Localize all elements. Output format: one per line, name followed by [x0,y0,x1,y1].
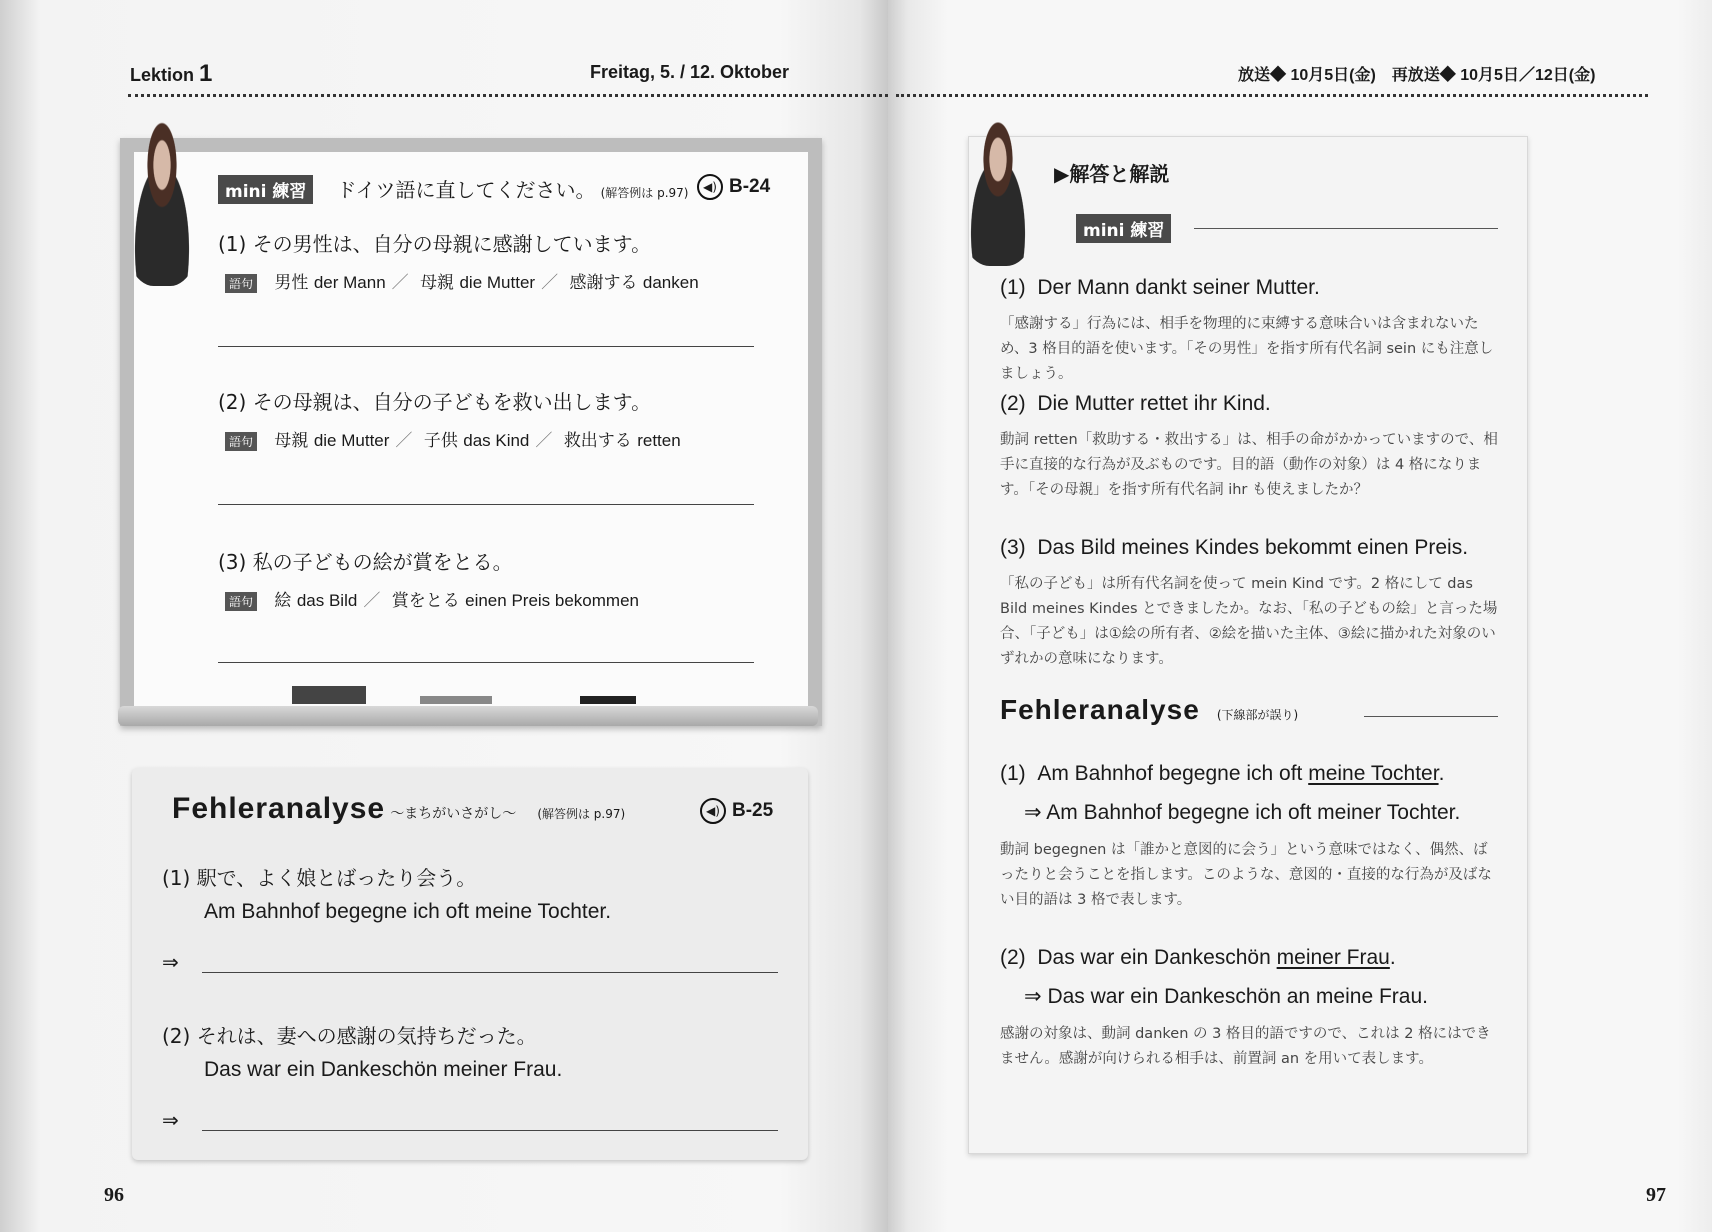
mini-question-3: (3) 私の子どもの絵が賞をとる。 [218,550,513,574]
fehler-answer-line-2[interactable] [202,1130,778,1131]
fehleranalyse-subtitle: ～まちがいさがし～ [390,806,517,822]
header-dotted-rule [128,94,888,97]
fehler-correction-1: ⇒ Am Bahnhof begegne ich oft meiner Tochter. [1024,801,1461,824]
mini-exercise-header [218,174,688,204]
divider [1194,228,1498,229]
header-dotted-rule [896,94,1648,97]
answer-3: (3) Das Bild meines Kindes bekommt einen Preis. [1000,536,1469,559]
audio-track[interactable]: ◀) B-25 [700,798,773,824]
fehler-question-2-de: Das war ein Dankeschön meiner Frau. [204,1058,563,1081]
fehler-answer-line-1[interactable] [202,972,778,973]
answer-2-explanation: 動詞 retten「救助する・救出する」は、相手の命がかかっていますので、相手に直接的な行為が及ぶものです。目的語（動作の対象）は 4 格になります。「その母親」を指す所有代名詞 ihr も使えましたか？ [1000,432,1498,498]
answer-line-2[interactable] [218,504,754,505]
fehler-question-1-jp: (1) 駅で、よく娘とばったり会う。 [162,866,477,890]
error-underline: meine Tochter [1308,762,1439,785]
mini-vocab-2: 語句 母親 die Mutter ／ 子供 das Kind ／ 救出する retten [225,426,681,451]
fehleranalyse-title: Fehleranalyse [172,792,386,825]
mini-question-1: (1) その男性は、自分の母親に感謝しています。 [218,232,652,256]
fehler-answer-1-explanation: 動詞 begegnen は「誰かと意図的に会う」という意味ではなく、偶然、ばったりと会うことを指します。このような、意図的・直接的な行為が及ばない目的語は 3 格で表します。 [1000,842,1492,908]
fehler-question-1-de: Am Bahnhof begegne ich oft meine Tochter. [204,900,612,923]
audio-track[interactable]: ◀) B-24 [697,174,770,200]
mini-instruction: ドイツ語に直してください。 [336,178,596,202]
lesson-label: Lektion 1 [130,60,213,87]
arrow-icon: ⇒ [162,950,179,974]
eraser [292,686,366,704]
answer-1-explanation: 「感謝する」行為には、相手を物理的に束縛する意味合いは含まれないため、3 格目的語を使います。「その男性」を指す所有代名詞 sein にも注意しましょう。 [1000,316,1494,382]
arrow-icon: ⇒ [162,1108,179,1132]
answers-heading: ▶解答と解説 [1054,162,1170,186]
fehler-question-2-jp: (2) それは、妻への感謝の気持ちだった。 [162,1024,537,1048]
error-underline: meiner Frau [1276,946,1390,969]
lesson-number: 1 [199,60,213,87]
fehler-correction-2: ⇒ Das war ein Dankeschön an meine Frau. [1024,985,1428,1008]
mini-question-2: (2) その母親は、自分の子どもを救い出します。 [218,390,652,414]
teacher-photo [120,118,204,286]
page-number-right: 97 [1646,1184,1666,1206]
answer-line-3[interactable] [218,662,754,663]
answer-line-1[interactable] [218,346,754,347]
divider [1364,716,1498,717]
answer-1: (1) Der Mann dankt seiner Mutter. [1000,276,1320,299]
fehleranalyse-answers-header: Fehleranalyse (下線部が誤り) [1000,694,1299,725]
marker [580,696,636,704]
answers-mini-tag: mini 練習 [1076,214,1171,243]
speaker-icon: ◀) [700,798,726,824]
speaker-icon: ◀) [697,174,723,200]
answer-3-explanation: 「私の子ども」は所有代名詞を使って mein Kind です。2 格にして das Bild meines Kindes とできましたか。なお、「私の子どもの絵」と言った場合、「子ども」は①絵の所有者、②絵を描いた主体、③絵に描かれた対象のいずれかの意味になります。 [1000,576,1498,667]
fehler-answer-2: (2) Das war ein Dankeschön meiner Frau. [1000,946,1396,969]
fehler-answer-1: (1) Am Bahnhof begegne ich oft meine Tochter. [1000,762,1445,785]
mini-tag: mini 練習 [218,175,313,204]
broadcast-info: 放送◆ 10月5日(金) 再放送◆ 10月5日／12日(金) [1238,67,1596,84]
answer-2: (2) Die Mutter rettet ihr Kind. [1000,392,1271,415]
fehleranalyse-box [132,768,808,1160]
fehleranalyse-ref: (解答例は p.97) [537,807,626,821]
right-page [888,0,1712,1232]
whiteboard-tray [118,706,818,726]
lesson-date: Freitag, 5. / 12. Oktober [590,62,790,82]
teacher-photo [956,118,1040,266]
mini-vocab-1: 語句 男性 der Mann ／ 母親 die Mutter ／ 感謝する danken [225,268,699,293]
mini-vocab-3: 語句 絵 das Bild ／ 賞をとる einen Preis bekommen [225,586,639,611]
page-number-left: 96 [104,1184,124,1206]
marker [420,696,492,704]
mini-ref: (解答例は p.97) [600,186,689,200]
fehleranalyse-header [172,792,625,826]
fehler-answer-2-explanation: 感謝の対象は、動詞 danken の 3 格目的語ですので、これは 2 格にはできません。感謝が向けられる相手は、前置詞 an を用いて表します。 [1000,1026,1491,1067]
